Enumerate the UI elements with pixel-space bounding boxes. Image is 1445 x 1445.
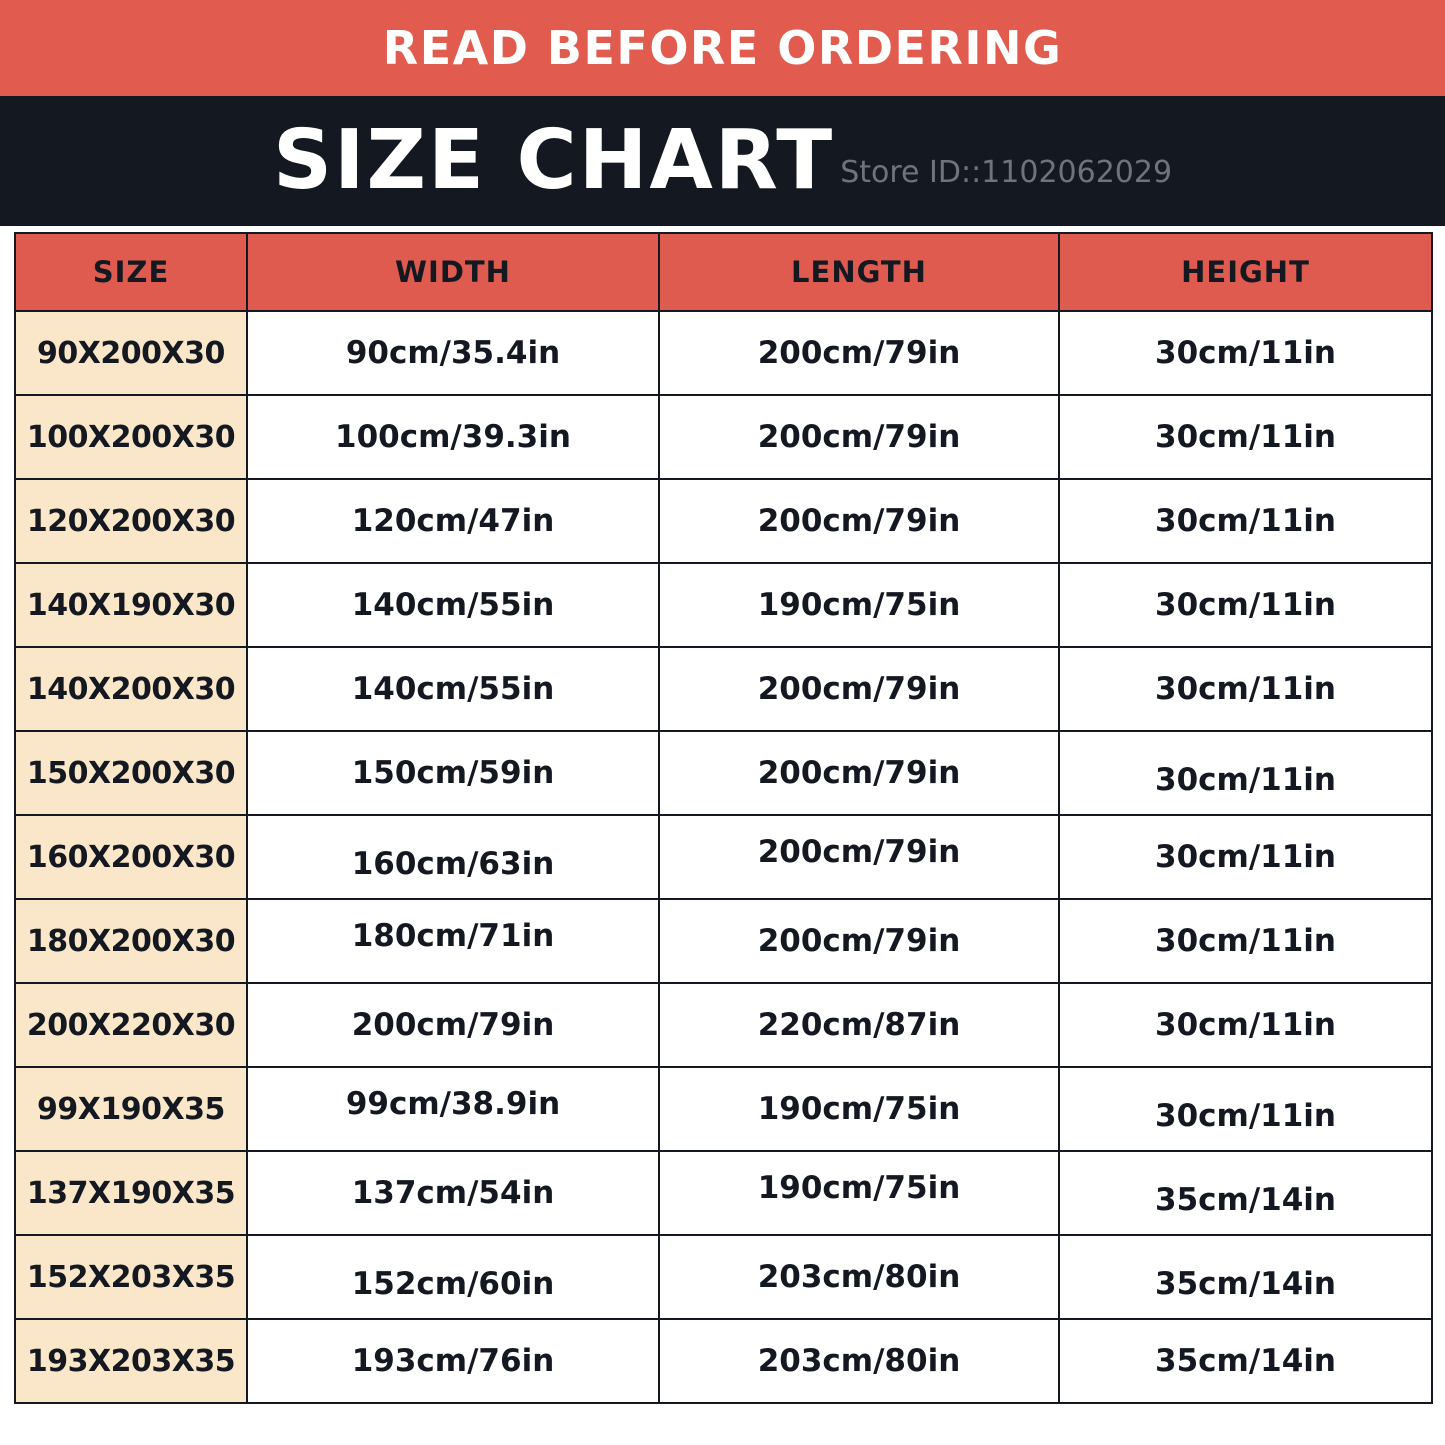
cell-size: 90X200X30 (15, 311, 247, 395)
size-table-wrapper (0, 226, 1445, 1404)
cell-length: 200cm/79in (659, 647, 1059, 731)
cell-length: 203cm/80in (659, 1319, 1059, 1403)
table-row (15, 479, 1432, 563)
read-before-ordering-banner (0, 0, 1445, 96)
size-chart-table (14, 232, 1433, 1404)
cell-height: 30cm/11in (1059, 563, 1432, 647)
title-bar-inner (272, 113, 1173, 209)
column-header-height: HEIGHT (1059, 233, 1432, 311)
cell-size: 120X200X30 (15, 479, 247, 563)
cell-width: 200cm/79in (247, 983, 659, 1067)
cell-size: 193X203X35 (15, 1319, 247, 1403)
cell-height: 30cm/11in (1059, 647, 1432, 731)
cell-length: 220cm/87in (659, 983, 1059, 1067)
table-row (15, 983, 1432, 1067)
cell-length: 200cm/79in (659, 395, 1059, 479)
table-row (15, 1319, 1432, 1403)
cell-length: 200cm/79in (659, 810, 1059, 894)
cell-length: 200cm/79in (659, 311, 1059, 395)
cell-size: 150X200X30 (15, 731, 247, 815)
cell-size: 152X203X35 (15, 1235, 247, 1319)
cell-length: 200cm/79in (659, 731, 1059, 815)
cell-width: 90cm/35.4in (247, 311, 659, 395)
cell-width: 140cm/55in (247, 563, 659, 647)
cell-length: 200cm/79in (659, 479, 1059, 563)
page-title: SIZE CHART (272, 113, 835, 209)
table-row (15, 1235, 1432, 1319)
cell-size: 180X200X30 (15, 899, 247, 983)
cell-length: 190cm/75in (659, 1067, 1059, 1151)
cell-height: 30cm/11in (1059, 983, 1432, 1067)
cell-size: 99X190X35 (15, 1067, 247, 1151)
cell-height: 30cm/11in (1059, 738, 1432, 822)
cell-height: 30cm/11in (1059, 899, 1432, 983)
banner-text: READ BEFORE ORDERING (382, 21, 1063, 75)
cell-height: 30cm/11in (1059, 479, 1432, 563)
table-row (15, 1151, 1432, 1235)
table-row (15, 563, 1432, 647)
table-header-row (15, 233, 1432, 311)
cell-size: 200X220X30 (15, 983, 247, 1067)
cell-size: 137X190X35 (15, 1151, 247, 1235)
cell-height: 35cm/14in (1059, 1319, 1432, 1403)
cell-size: 100X200X30 (15, 395, 247, 479)
cell-width: 140cm/55in (247, 647, 659, 731)
cell-height: 30cm/11in (1059, 395, 1432, 479)
cell-length: 190cm/75in (659, 563, 1059, 647)
cell-size: 160X200X30 (15, 815, 247, 899)
table-body (15, 311, 1432, 1403)
cell-height: 30cm/11in (1059, 311, 1432, 395)
table-row (15, 1067, 1432, 1151)
cell-length: 200cm/79in (659, 899, 1059, 983)
title-bar (0, 96, 1445, 226)
table-row (15, 395, 1432, 479)
column-header-size: SIZE (15, 233, 247, 311)
table-row (15, 899, 1432, 983)
cell-width: 99cm/38.9in (247, 1062, 659, 1146)
cell-width: 152cm/60in (247, 1242, 659, 1326)
cell-size: 140X200X30 (15, 647, 247, 731)
cell-length: 203cm/80in (659, 1235, 1059, 1319)
store-id-label: Store ID::1102062029 (840, 154, 1173, 190)
cell-height: 35cm/14in (1059, 1158, 1432, 1242)
cell-height: 30cm/11in (1059, 1074, 1432, 1158)
column-header-width: WIDTH (247, 233, 659, 311)
cell-width: 193cm/76in (247, 1319, 659, 1403)
cell-width: 120cm/47in (247, 479, 659, 563)
table-row (15, 647, 1432, 731)
cell-width: 150cm/59in (247, 731, 659, 815)
cell-height: 35cm/14in (1059, 1242, 1432, 1326)
cell-width: 137cm/54in (247, 1151, 659, 1235)
cell-width: 180cm/71in (247, 894, 659, 978)
table-header (15, 233, 1432, 311)
table-row (15, 815, 1432, 899)
cell-width: 100cm/39.3in (247, 395, 659, 479)
cell-size: 140X190X30 (15, 563, 247, 647)
table-row (15, 311, 1432, 395)
cell-height: 30cm/11in (1059, 815, 1432, 899)
cell-length: 190cm/75in (659, 1146, 1059, 1230)
column-header-length: LENGTH (659, 233, 1059, 311)
table-row (15, 731, 1432, 815)
cell-width: 160cm/63in (247, 822, 659, 906)
